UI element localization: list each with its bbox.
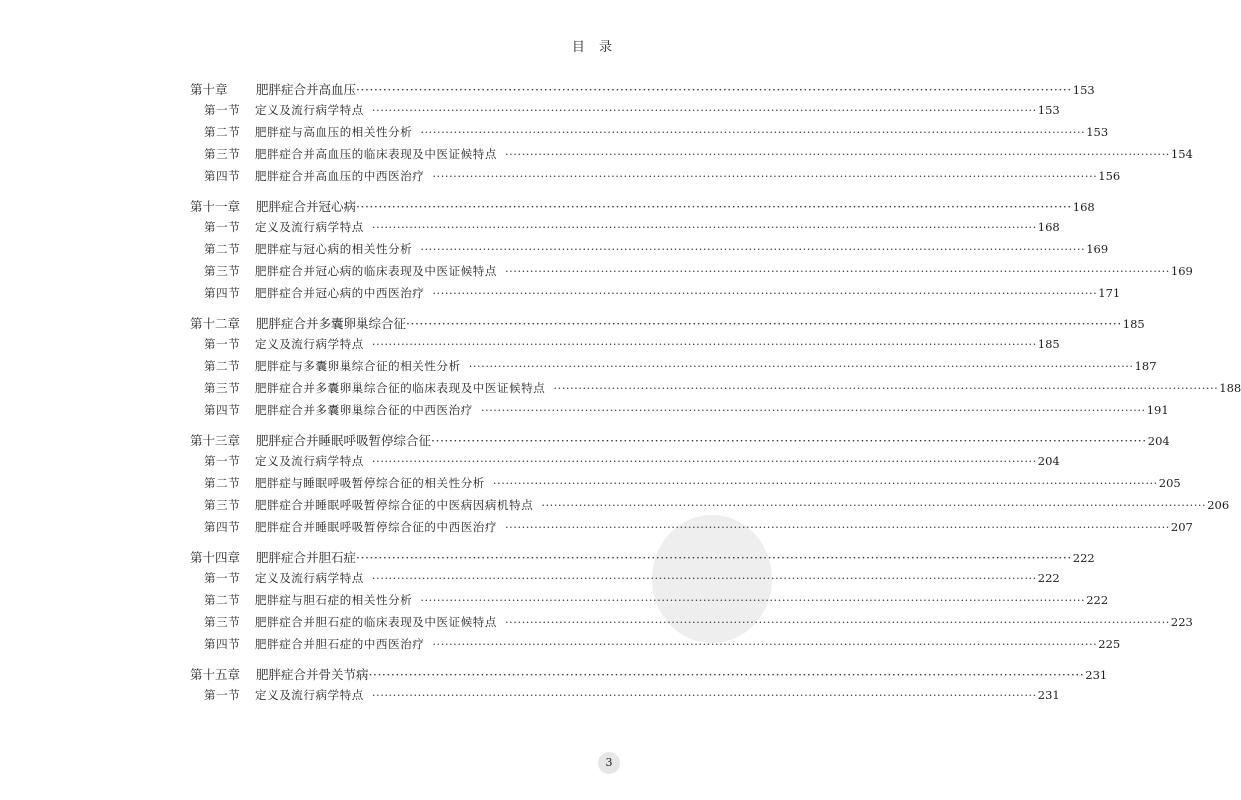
dot-leader: ································································································································································	[371, 454, 1037, 468]
section-number: 第一节	[204, 688, 241, 702]
toc-chapter-group	[190, 548, 1193, 658]
dot-leader: ································································································································································	[541, 498, 1207, 512]
table-of-contents	[190, 80, 1241, 709]
chapter-page-number: 153	[1072, 83, 1095, 97]
section-page-number: 169	[1170, 264, 1193, 278]
toc-section-entry[interactable]	[190, 402, 1169, 424]
section-number: 第三节	[204, 381, 241, 395]
section-page-number: 222	[1086, 593, 1109, 607]
toc-section-entry[interactable]	[190, 336, 1060, 358]
chapter-page-number: 168	[1072, 200, 1095, 214]
dot-leader: ································································································································································	[480, 403, 1146, 417]
dot-leader: ································································································································································	[553, 381, 1219, 395]
group-spacer	[190, 541, 618, 548]
toc-section-entry[interactable]	[190, 241, 1109, 263]
section-page-number: 222	[1037, 571, 1060, 585]
section-number: 第三节	[204, 498, 241, 512]
section-title: 肥胖症与多囊卵巢综合征的相关性分析	[255, 359, 461, 373]
toc-section-entry[interactable]	[190, 146, 1193, 168]
toc-chapter-group	[190, 80, 1193, 190]
section-title: 肥胖症合并高血压的临床表现及中医证候特点	[255, 147, 497, 161]
page-number-badge: 3	[598, 752, 620, 774]
toc-section-entry[interactable]	[190, 168, 1121, 190]
section-page-number: 153	[1037, 103, 1060, 117]
section-title: 肥胖症合并胆石症的临床表现及中医证候特点	[255, 615, 497, 629]
section-page-number: 191	[1146, 403, 1169, 417]
section-title: 肥胖症合并冠心病的临床表现及中医证候特点	[255, 264, 497, 278]
toc-chapter-group	[190, 431, 1230, 541]
section-title: 肥胖症合并冠心病的中西医治疗	[255, 286, 425, 300]
section-number: 第四节	[204, 286, 241, 300]
section-number: 第四节	[204, 403, 241, 417]
group-spacer	[190, 424, 618, 431]
section-page-number: 188	[1219, 381, 1241, 395]
dot-leader: ································································································································································	[420, 125, 1086, 139]
toc-section-entry[interactable]	[190, 687, 1060, 709]
chapter-number: 第十四章	[190, 550, 241, 565]
section-page-number: 231	[1037, 688, 1060, 702]
section-page-number: 207	[1170, 520, 1193, 534]
section-title: 肥胖症与睡眠呼吸暂停综合征的相关性分析	[255, 476, 485, 490]
chapter-number: 第十二章	[190, 316, 241, 331]
dot-leader: ································································································································································	[432, 286, 1098, 300]
chapter-title: 肥胖症合并高血压	[256, 82, 357, 97]
dot-leader: ································································································································································	[371, 571, 1037, 585]
section-title: 肥胖症合并多囊卵巢综合征的中西医治疗	[255, 403, 473, 417]
toc-section-entry[interactable]	[190, 592, 1109, 614]
toc-chapter-entry[interactable]	[190, 80, 1095, 102]
section-page-number: 154	[1170, 147, 1193, 161]
section-number: 第一节	[204, 454, 241, 468]
dot-leader: ································································································································································	[371, 103, 1037, 117]
dot-leader: ································································································································································	[356, 199, 1072, 214]
chapter-page-number: 185	[1122, 317, 1145, 331]
dot-leader: ································································································································································	[406, 316, 1122, 331]
section-title: 肥胖症合并睡眠呼吸暂停综合征的中西医治疗	[255, 520, 497, 534]
section-number: 第二节	[204, 593, 241, 607]
dot-leader: ································································································································································	[356, 550, 1072, 565]
dot-leader: ································································································································································	[505, 147, 1170, 161]
dot-leader: ································································································································································	[356, 82, 1072, 97]
section-title: 肥胖症合并睡眠呼吸暂停综合征的中医病因病机特点	[255, 498, 534, 512]
section-page-number: 169	[1086, 242, 1109, 256]
toc-section-entry[interactable]	[190, 519, 1193, 541]
chapter-number: 第十三章	[190, 433, 241, 448]
section-page-number: 206	[1207, 498, 1230, 512]
section-title: 肥胖症与冠心病的相关性分析	[255, 242, 413, 256]
toc-section-entry[interactable]	[190, 570, 1060, 592]
chapter-number: 第十一章	[190, 199, 241, 214]
toc-chapter-group	[190, 197, 1193, 307]
section-number: 第二节	[204, 242, 241, 256]
dot-leader: ································································································································································	[371, 220, 1037, 234]
toc-chapter-entry[interactable]	[190, 665, 1108, 687]
section-title: 定义及流行病学特点	[255, 220, 364, 234]
toc-chapter-entry[interactable]	[190, 431, 1170, 453]
section-title: 定义及流行病学特点	[255, 688, 364, 702]
dot-leader: ································································································································································	[468, 359, 1134, 373]
dot-leader: ································································································································································	[505, 264, 1170, 278]
section-title: 定义及流行病学特点	[255, 571, 364, 585]
chapter-page-number: 231	[1085, 668, 1108, 682]
dot-leader: ································································································································································	[505, 520, 1170, 534]
section-title: 定义及流行病学特点	[255, 337, 364, 351]
section-page-number: 168	[1037, 220, 1060, 234]
dot-leader: ································································································································································	[432, 169, 1098, 183]
section-title: 定义及流行病学特点	[255, 454, 364, 468]
dot-leader: ································································································································································	[505, 615, 1170, 629]
toc-chapter-entry[interactable]	[190, 197, 1095, 219]
dot-leader: ································································································································································	[368, 667, 1085, 682]
section-list	[190, 453, 1230, 541]
section-title: 肥胖症合并胆石症的中西医治疗	[255, 637, 425, 651]
section-list	[190, 687, 1060, 709]
section-page-number: 156	[1098, 169, 1121, 183]
group-spacer	[190, 658, 618, 665]
chapter-page-number: 204	[1147, 434, 1170, 448]
dot-leader: ································································································································································	[492, 476, 1158, 490]
section-number: 第一节	[204, 571, 241, 585]
dot-leader: ································································································································································	[420, 593, 1086, 607]
section-page-number: 225	[1098, 637, 1121, 651]
section-number: 第三节	[204, 615, 241, 629]
section-list	[190, 570, 1193, 658]
section-title: 肥胖症与胆石症的相关性分析	[255, 593, 413, 607]
section-page-number: 205	[1158, 476, 1181, 490]
section-page-number: 223	[1170, 615, 1193, 629]
section-number: 第二节	[204, 476, 241, 490]
toc-section-entry[interactable]	[190, 219, 1060, 241]
toc-chapter-entry[interactable]	[190, 548, 1095, 570]
chapter-number: 第十章	[190, 82, 228, 97]
chapter-number: 第十五章	[190, 667, 241, 682]
chapter-page-number: 222	[1072, 551, 1095, 565]
group-spacer	[190, 190, 618, 197]
running-title: 目 录	[571, 40, 617, 55]
toc-section-entry[interactable]	[190, 124, 1109, 146]
chapter-title: 肥胖症合并胆石症	[256, 550, 357, 565]
dot-leader: ································································································································································	[432, 637, 1098, 651]
section-number: 第一节	[204, 337, 241, 351]
section-page-number: 187	[1134, 359, 1157, 373]
section-page-number: 153	[1086, 125, 1109, 139]
toc-section-entry[interactable]	[190, 263, 1193, 285]
toc-section-entry[interactable]	[190, 102, 1060, 124]
section-number: 第一节	[204, 220, 241, 234]
section-title: 肥胖症合并多囊卵巢综合征的临床表现及中医证候特点	[255, 381, 546, 395]
section-number: 第四节	[204, 637, 241, 651]
toc-section-entry[interactable]	[190, 358, 1157, 380]
toc-chapter-group	[190, 314, 1241, 424]
section-number: 第二节	[204, 359, 241, 373]
toc-section-entry[interactable]	[190, 614, 1193, 636]
chapter-title: 肥胖症合并骨关节病	[256, 667, 369, 682]
toc-section-entry[interactable]	[190, 497, 1230, 519]
dot-leader: ································································································································································	[371, 337, 1037, 351]
section-number: 第一节	[204, 103, 241, 117]
dot-leader: ································································································································································	[371, 688, 1037, 702]
group-spacer	[190, 307, 618, 314]
section-page-number: 204	[1037, 454, 1060, 468]
dot-leader: ································································································································································	[431, 433, 1147, 448]
section-number: 第三节	[204, 264, 241, 278]
toc-section-entry[interactable]	[190, 475, 1181, 497]
section-title: 肥胖症合并高血压的中西医治疗	[255, 169, 425, 183]
section-page-number: 171	[1098, 286, 1121, 300]
section-page-number: 185	[1037, 337, 1060, 351]
toc-section-entry[interactable]	[190, 636, 1121, 658]
dot-leader: ································································································································································	[420, 242, 1086, 256]
toc-section-entry[interactable]	[190, 285, 1121, 307]
section-list	[190, 102, 1193, 190]
section-number: 第三节	[204, 147, 241, 161]
section-number: 第四节	[204, 169, 241, 183]
toc-section-entry[interactable]	[190, 380, 1241, 402]
toc-section-entry[interactable]	[190, 453, 1060, 475]
chapter-title: 肥胖症合并多囊卵巢综合征	[256, 316, 407, 331]
section-number: 第二节	[204, 125, 241, 139]
section-list	[190, 336, 1241, 424]
chapter-title: 肥胖症合并睡眠呼吸暂停综合征	[256, 433, 432, 448]
toc-chapter-group	[190, 665, 1108, 709]
chapter-title: 肥胖症合并冠心病	[256, 199, 357, 214]
toc-chapter-entry[interactable]	[190, 314, 1145, 336]
section-title: 定义及流行病学特点	[255, 103, 364, 117]
section-list	[190, 219, 1193, 307]
section-number: 第四节	[204, 520, 241, 534]
section-title: 肥胖症与高血压的相关性分析	[255, 125, 413, 139]
